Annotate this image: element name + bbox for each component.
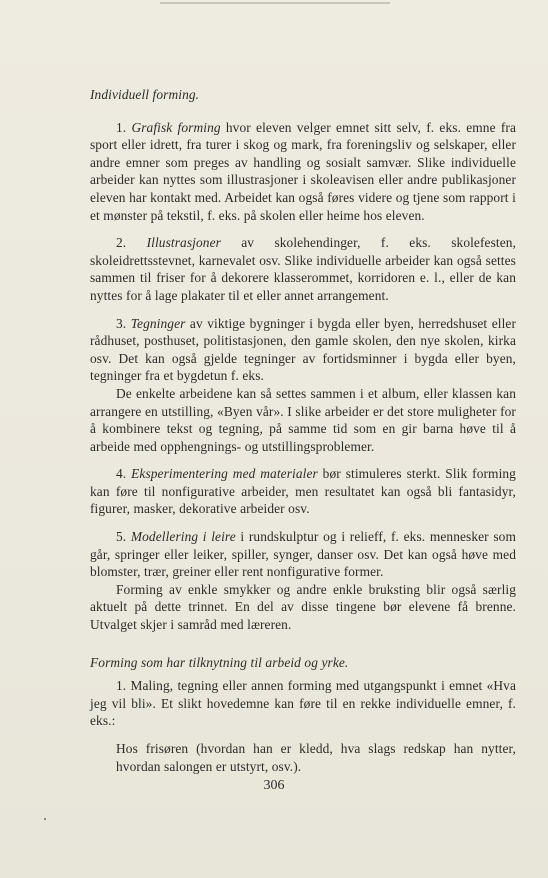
item-number: 5. — [116, 529, 127, 545]
item-number: 3. — [116, 315, 127, 331]
item-number: 4. — [116, 466, 127, 482]
paragraph-item-5 — [90, 528, 516, 581]
section-heading-arbeid-yrke: Forming som har tilknytning til arbeid og yrke. — [90, 654, 349, 670]
paper-speck — [44, 818, 46, 820]
item-term: Tegninger — [130, 315, 186, 331]
paragraph-item-4 — [90, 465, 516, 518]
item-number: 2. — [116, 235, 127, 251]
paragraph-album: De enkelte arbeidene kan så settes sammen i et album, eller klassen kan arrangere en utstilling, «Byen vår». I slike arbeider er det store muligheter for å kombinere tekst og tegning, på samme tid som en gir barna høve til å arbeide med opphengnings- og utstillingsproblemer. — [90, 385, 516, 454]
paragraph-hva-jeg-vil-bli: 1. Maling, tegning eller annen forming med utgangspunkt i emnet «Hva jeg vil bli». Et slikt hovedemne kan føre til en rekke individuelle emner, f. eks.: — [90, 678, 516, 729]
section-heading-individuell: Individuell forming. — [90, 87, 200, 102]
paragraph-item-3 — [90, 315, 516, 385]
item-text: av viktige bygninger i bygda eller byen, herredshuset eller rådhuset, posthuset, politistasjonen, den gamle skolen, den nye skolen, kirka osv. Det kan også gjelde tegninger av fortidsminner i bygda eller byen, tegninger fra et bygdetun f. eks. — [90, 315, 516, 384]
paragraph-item-1 — [90, 119, 516, 225]
page-body — [90, 86, 516, 775]
item-text: bør stimuleres sterkt. Slik forming kan føre til nonfigurative arbeider, men resultatet kan også bli fantasidyr, figurer, masker, dekorative arbeider osv. — [90, 466, 516, 517]
paragraph-item-2 — [90, 234, 516, 304]
item-number: 1. — [116, 119, 127, 135]
example-frisoren: Hos frisøren (hvordan han er kledd, hva slags redskap han nytter, hvordan salongen er utstyrt, osv.). — [116, 741, 516, 774]
page-number: 306 — [263, 778, 285, 793]
item-term: Modellering i leire — [130, 529, 236, 545]
item-term: Illustrasjoner — [146, 235, 221, 251]
paragraph-smykker: Forming av enkle smykker og andre enkle bruksting blir også særlig aktuelt på dette trinnet. En del av disse tingene bør elevene få brenne. Utvalget skjer i samråd med læreren. — [90, 581, 516, 633]
item-text: hvor eleven velger emnet sitt selv, f. eks. emne fra sport eller idrett, fra turer i skog og mark, fra foreningsliv og selskaper, eller andre emner som preges av handling og sosialt samvær. Slike individuelle arbeider kan nyttes som illustrasjoner i skoleavisen eller andre publikasjoner eleven har kontakt med. Arbeidet kan også føres videre og tjene som rapport i et mønster på tekstil, f. eks. på skolen eller heime hos eleven. — [90, 119, 516, 223]
item-text: av skolehendinger, f. eks. skolefesten, skoleidrettsstevnet, karnevalet osv. Slike individuelle arbeider kan også settes sammen til friser for å dekorere klasserommet, korridoren e. l., eller de kan nyttes for å lage plakater til et eller annet arrangement. — [90, 235, 517, 303]
top-edge-rule — [160, 2, 390, 4]
item-term: Eksperimentering med materialer — [131, 466, 318, 482]
item-term: Grafisk forming — [131, 119, 221, 135]
item-text: i rundskulptur og i relieff, f. eks. mennesker som går, springer eller leiker, spiller, synger, danser osv. Det kan også høve med blomster, trær, greiner eller rent nonfigurative former. — [90, 529, 516, 580]
